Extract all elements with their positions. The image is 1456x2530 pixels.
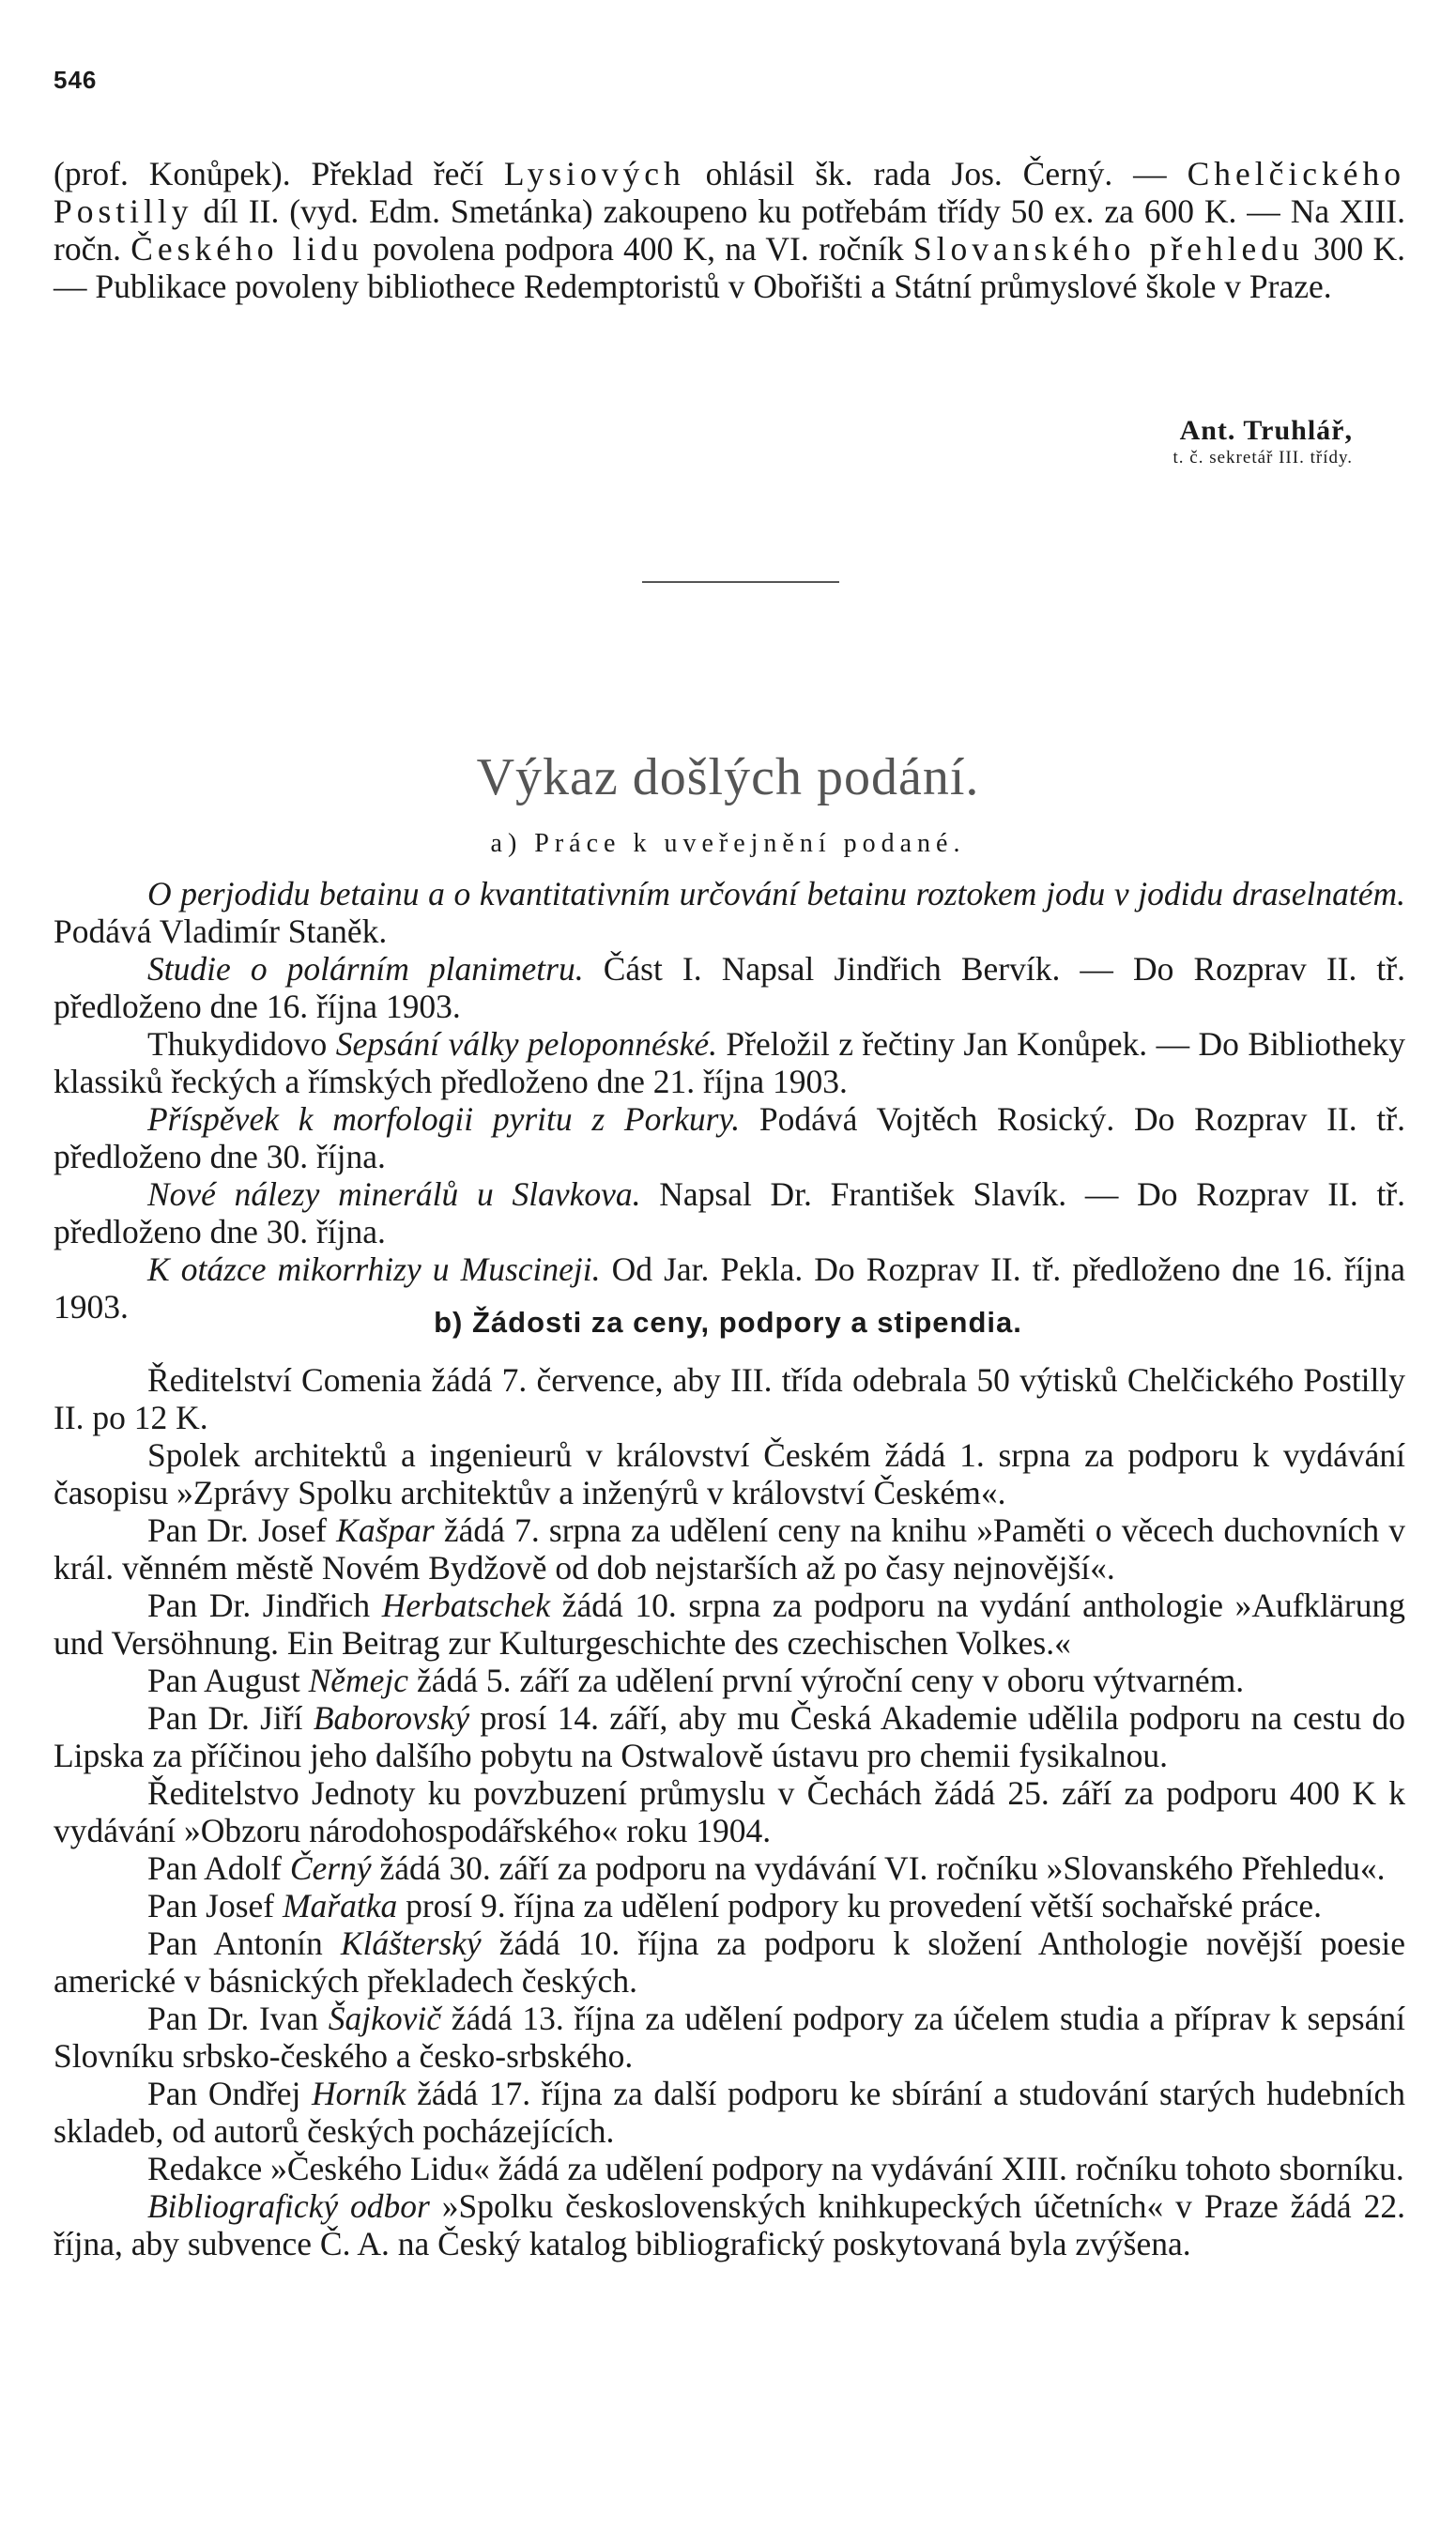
list-item: Pan Dr. Jiří Baborovský prosí 14. září, aby mu Česká Akademie udělila podporu na cestu do Lipska za příčinou jeho dalšího pobytu na Ostwalově ústavu pro chemii fysikalnou.	[54, 1699, 1405, 1774]
list-item: Příspěvek k morfologii pyritu z Porkury. Podává Vojtěch Rosický. Do Rozprav II. tř. předloženo dne 30. října.	[54, 1100, 1405, 1175]
list-item: Thukydidovo Sepsání války peloponnéské. Přeložil z řečtiny Jan Konůpek. — Do Bibliotheky klassiků řeckých a římských předloženo dne 21. října 1903.	[54, 1025, 1405, 1100]
section-a-heading: a) Práce k uveřejnění podané.	[490, 829, 966, 858]
list-item: Pan Ondřej Horník žádá 17. října za další podporu ke sbírání a studování starých hudebních skladeb, od autorů českých pocházejících.	[54, 2075, 1405, 2150]
list-item: Spolek architektů a ingenieurů v království Českém žádá 1. srpna za podporu k vydávání časopisu »Zprávy Spolku architektův a inženýrů v království Českém«.	[54, 1436, 1405, 1511]
signature	[1173, 415, 1353, 469]
list-item: K otázce mikorrhizy u Muscineji. Od Jar. Pekla. Do Rozprav II. tř. předloženo dne 16. října 1903.	[54, 1250, 1406, 1326]
section-divider	[642, 581, 839, 583]
list-item: Pan Adolf Černý žádá 30. září za podporu na vydávání VI. ročníku »Slovanského Přehledu«.	[147, 1849, 1386, 1887]
signature-role: t. č. sekretář III. třídy.	[1172, 448, 1353, 468]
list-item: Ředitelství Comenia žádá 7. července, aby III. třída odebrala 50 výtisků Chelčického Postilly II. po 12 K.	[54, 1361, 1405, 1436]
list-item: Pan Dr. Josef Kašpar žádá 7. srpna za udělení ceny na knihu »Paměti o věcech duchovních v král. věnném městě Novém Bydžově od dob nejstarších až po časy nejnovější«.	[54, 1511, 1405, 1587]
list-item: Redakce »Českého Lidu« žádá za udělení podpory na vydávání XIII. ročníku tohoto sborníku.	[147, 2150, 1404, 2187]
spaced-title: Slovanského přehledu	[912, 230, 1304, 268]
page-number: 546	[54, 66, 98, 94]
list-item: Pan Antonín Klášterský žádá 10. října za podporu k složení Anthologie novější poesie americké v básnických překladech českých.	[54, 1924, 1406, 2000]
section-b-heading: b) Žádosti za ceny, podpory a stipendia.	[434, 1306, 1022, 1339]
signature-name: Ant. Truhlář,	[1179, 415, 1353, 446]
spaced-title: Chelčického Postilly	[54, 155, 1406, 230]
section-a-entries	[54, 875, 1405, 1326]
section-b-entries	[54, 1361, 1405, 2262]
list-item: Studie o polárním planimetru. Část I. Napsal Jindřich Bervík. — Do Rozprav II. tř. předloženo dne 16. října 1903.	[54, 950, 1405, 1025]
section-title: Výkaz došlých podání.	[476, 748, 980, 806]
list-item: Ředitelstvo Jednoty ku povzbuzení průmyslu v Čechách žádá 25. září za podporu 400 K k vydávání »Obzoru národohospodářského« roku 1904.	[54, 1774, 1405, 1849]
intro-paragraph	[54, 155, 1405, 305]
list-item: Nové nálezy minerálů u Slavkova. Napsal Dr. František Slavík. — Do Rozprav II. tř. předloženo dne 30. října.	[54, 1175, 1406, 1250]
list-item: Pan Dr. Ivan Šajkovič žádá 13. října za udělení podpory za účelem studia a příprav k sepsání Slovníku srbsko-českého a česko-srbského.	[54, 2000, 1405, 2075]
list-item: Bibliografický odbor »Spolku československých knihkupeckých účetních« v Praze žádá 22. října, aby subvence Č. A. na Český katalog bibliografický poskytovaná byla zvýšena.	[54, 2187, 1405, 2262]
list-item: O perjodidu betainu a o kvantitativním určování betainu roztokem jodu v jodidu draselnatém. Podává Vladimír Staněk.	[54, 875, 1405, 950]
intro-text: (prof. Konůpek). Překlad řečí Lysiových ohlásil šk. rada Jos. Černý. — Chelčického Postilly díl II. (vyd. Edm. Smetánka) zakoupeno ku potřebám třídy 50 ex. za 600 K. — Na XIII. ročn. Českého lidu povolena podpora 400 K, na VI. ročník Slovanského přehledu 300 K. — Publikace povoleny bibliothece Redemptoristů v Obořišti a Státní průmyslové škole v Praze.	[54, 155, 1406, 305]
list-item: Pan August Němejc žádá 5. září za udělení první výroční ceny v oboru výtvarném.	[147, 1662, 1245, 1699]
spaced-title: Lysiových	[503, 155, 685, 192]
spaced-title: Českého lidu	[130, 230, 363, 268]
list-item: Pan Josef Mařatka prosí 9. října za udělení podpory ku provedení větší sochařské práce.	[147, 1887, 1323, 1924]
list-item: Pan Dr. Jindřich Herbatschek žádá 10. srpna za podporu na vydání anthologie »Aufklärung und Versöhnung. Ein Beitrag zur Kulturgeschichte des czechischen Volkes.«	[54, 1587, 1405, 1662]
